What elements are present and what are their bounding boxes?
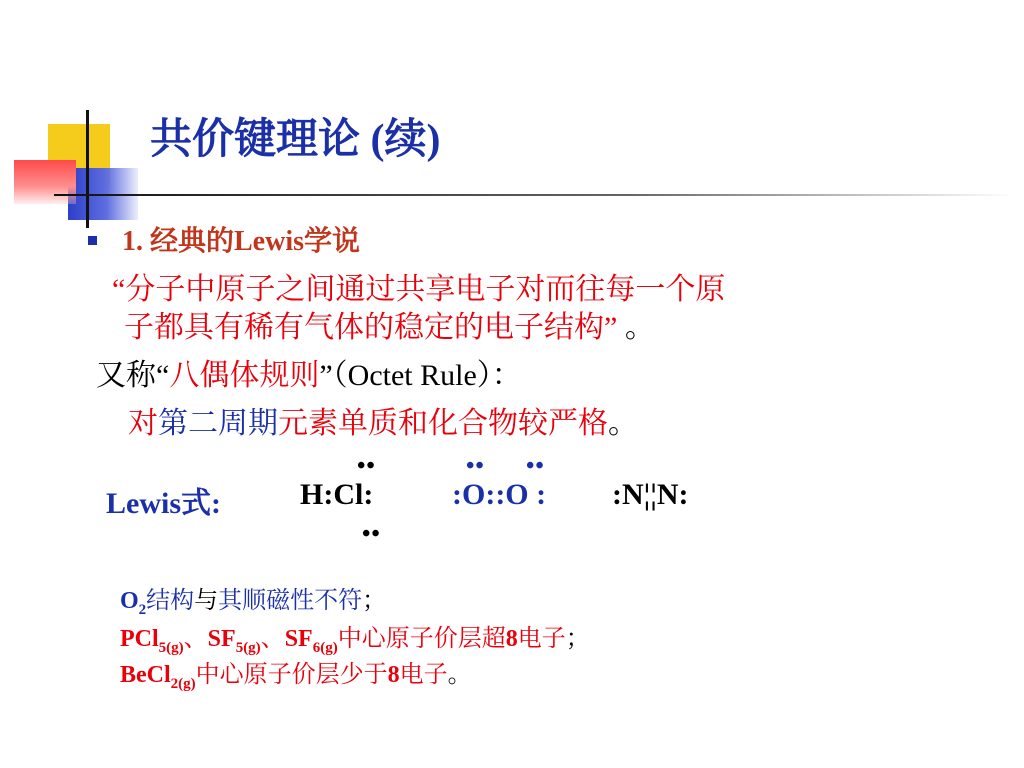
applicability-part-1: 对 [128,407,158,440]
o2-formula: O [120,588,139,614]
corner-red-square [14,160,76,204]
sf6-formula: SF [284,626,313,652]
less-text-1: 中心原子价层少于 [195,662,388,688]
o2-lone-pair-1: •• [466,453,485,479]
o2-end: ； [362,588,387,614]
applicability-part-4: 。 [608,407,638,440]
separator-2: 、 [260,626,285,652]
applicability-line [128,398,638,442]
hcl-lone-pair-top: •• [357,453,376,479]
sf5-formula: SF [207,626,236,652]
sf5-subscript: 5(g) [235,640,261,656]
sf6-subscript: 6(g) [312,640,338,656]
exceed-octet-note [120,618,590,657]
lewis-n2: :N¦¦N: [612,478,689,511]
alias-quote-close: ” [319,359,333,392]
less-octet-note [120,654,472,693]
exceed-text-1: 中心原子价层超 [337,626,506,652]
pcl-formula: PCl [120,626,159,652]
pcl-subscript: 5(g) [158,640,184,656]
corner-vertical-line [86,110,89,228]
alias-prefix: 又称 [96,359,156,392]
lewis-hcl: H:Cl: [300,478,374,511]
o2-text-1: 结构 [146,588,195,614]
less-end: 。 [447,662,472,688]
exceed-text-2: 电子 [517,626,566,652]
less-number: 8 [387,662,400,688]
o2-text-2: 与 [194,588,219,614]
becl-formula: BeCl [120,662,171,688]
exceed-number: 8 [505,626,518,652]
definition-text-1: 分子中原子之间通过共享电子对而往每一个原 [125,273,726,306]
title-underline [54,194,1014,196]
o2-note [120,580,386,619]
alias-quote-open: “ [156,359,170,392]
o2-subscript: 2 [138,602,147,618]
alias-suffix: （Octet Rule）： [332,359,522,392]
definition-text-2: 子都具有稀有气体的稳定的电子结构 [124,311,604,344]
o2-lone-pair-2: •• [526,453,545,479]
lewis-o2: :O::O : [452,478,547,511]
less-text-2: 电子 [399,662,448,688]
hcl-lone-pair-bottom: •• [362,521,381,547]
definition-tail: 。 [617,311,655,344]
bullet-square-icon [88,236,97,245]
quote-open: “ [112,273,126,306]
becl-subscript: 2(g) [170,676,196,692]
applicability-part-3: 元素单质和化合物较严格 [278,407,608,440]
quote-close: ” [604,311,618,344]
section-heading: 1. 经典的Lewis学说 [122,226,361,257]
slide-title: 共价键理论 (续) [150,117,441,163]
exceed-end: ； [565,626,590,652]
definition-line-2 [124,302,655,346]
applicability-part-2: 第二周期 [158,407,278,440]
o2-text-3: 其顺磁性不符 [218,588,363,614]
alias-text: 八偶体规则 [169,359,320,392]
lewis-label: Lewis式: [106,487,221,520]
separator-1: 、 [183,626,208,652]
alias-line [96,350,522,394]
